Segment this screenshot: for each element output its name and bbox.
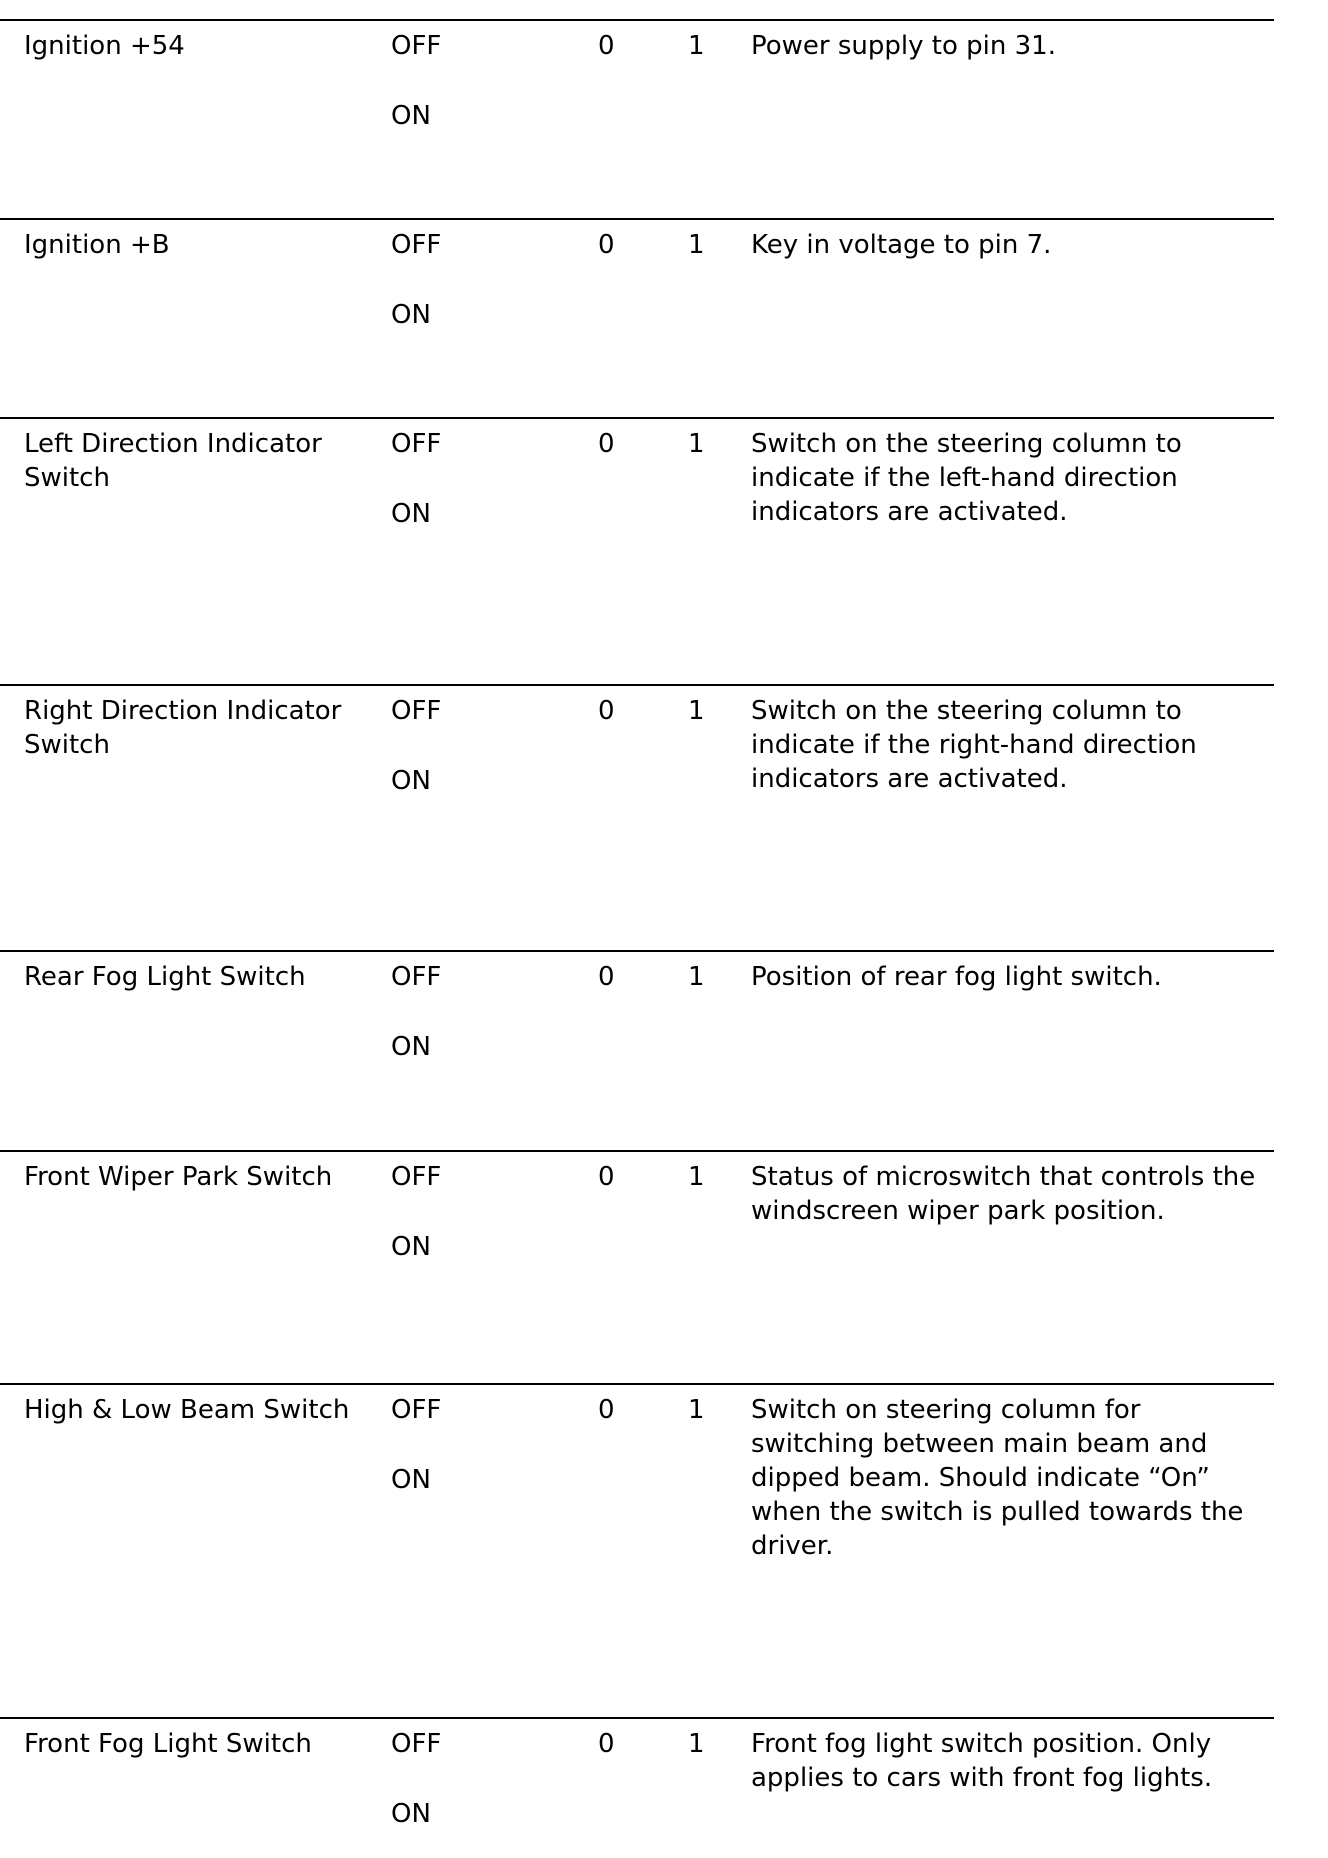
on-value: 1 (688, 1395, 705, 1425)
state-on-label: ON (391, 499, 431, 529)
signal-description: Front fog light switch position. Only applies to cars with front fog lights. (751, 1729, 1213, 1793)
signal-description: Switch on the steering column to indicate if the right-hand direction indicators are activated. (751, 696, 1197, 794)
state-off-label: OFF (391, 31, 442, 61)
on-value: 1 (688, 1162, 705, 1192)
on-value: 1 (688, 429, 705, 459)
signal-name: Ignition +54 (24, 31, 185, 61)
signal-description: Position of rear fog light switch. (751, 962, 1162, 992)
on-value: 1 (688, 1729, 705, 1759)
state-off-label: OFF (391, 696, 442, 726)
signal-name: Ignition +B (24, 230, 170, 260)
off-value: 0 (598, 230, 615, 260)
state-on-label: ON (391, 300, 431, 330)
state-on-label: ON (391, 1232, 431, 1262)
off-value: 0 (598, 696, 615, 726)
row-divider (0, 950, 1274, 952)
state-on-label: ON (391, 1799, 431, 1829)
signal-description: Power supply to pin 31. (751, 31, 1056, 61)
signal-name: Front Fog Light Switch (24, 1729, 312, 1759)
signal-name: Front Wiper Park Switch (24, 1162, 333, 1192)
row-divider (0, 684, 1274, 686)
row-divider (0, 1717, 1274, 1719)
off-value: 0 (598, 31, 615, 61)
row-divider (0, 218, 1274, 220)
on-value: 1 (688, 230, 705, 260)
on-value: 1 (688, 696, 705, 726)
signal-name: Left Direction Indicator Switch (24, 429, 322, 493)
signal-description: Key in voltage to pin 7. (751, 230, 1052, 260)
state-on-label: ON (391, 101, 431, 131)
state-on-label: ON (391, 1032, 431, 1062)
row-divider (0, 1150, 1274, 1152)
row-divider (0, 19, 1274, 21)
signal-name: Rear Fog Light Switch (24, 962, 306, 992)
off-value: 0 (598, 1729, 615, 1759)
state-on-label: ON (391, 1465, 431, 1495)
state-off-label: OFF (391, 1729, 442, 1759)
state-off-label: OFF (391, 429, 442, 459)
on-value: 1 (688, 962, 705, 992)
state-off-label: OFF (391, 230, 442, 260)
state-off-label: OFF (391, 1162, 442, 1192)
off-value: 0 (598, 962, 615, 992)
on-value: 1 (688, 31, 705, 61)
row-divider (0, 1383, 1274, 1385)
off-value: 0 (598, 429, 615, 459)
signal-description: Status of microswitch that controls the windscreen wiper park position. (751, 1162, 1256, 1226)
signal-name: High & Low Beam Switch (24, 1395, 350, 1425)
state-off-label: OFF (391, 962, 442, 992)
signal-description: Switch on the steering column to indicate if the left-hand direction indicators are activated. (751, 429, 1182, 527)
off-value: 0 (598, 1162, 615, 1192)
state-on-label: ON (391, 766, 431, 796)
off-value: 0 (598, 1395, 615, 1425)
signal-description: Switch on steering column for switching between main beam and dipped beam. Should indicate “On” when the switch is pulled towards the driver. (751, 1395, 1244, 1561)
signal-name: Right Direction Indicator Switch (24, 696, 342, 760)
state-off-label: OFF (391, 1395, 442, 1425)
row-divider (0, 417, 1274, 419)
